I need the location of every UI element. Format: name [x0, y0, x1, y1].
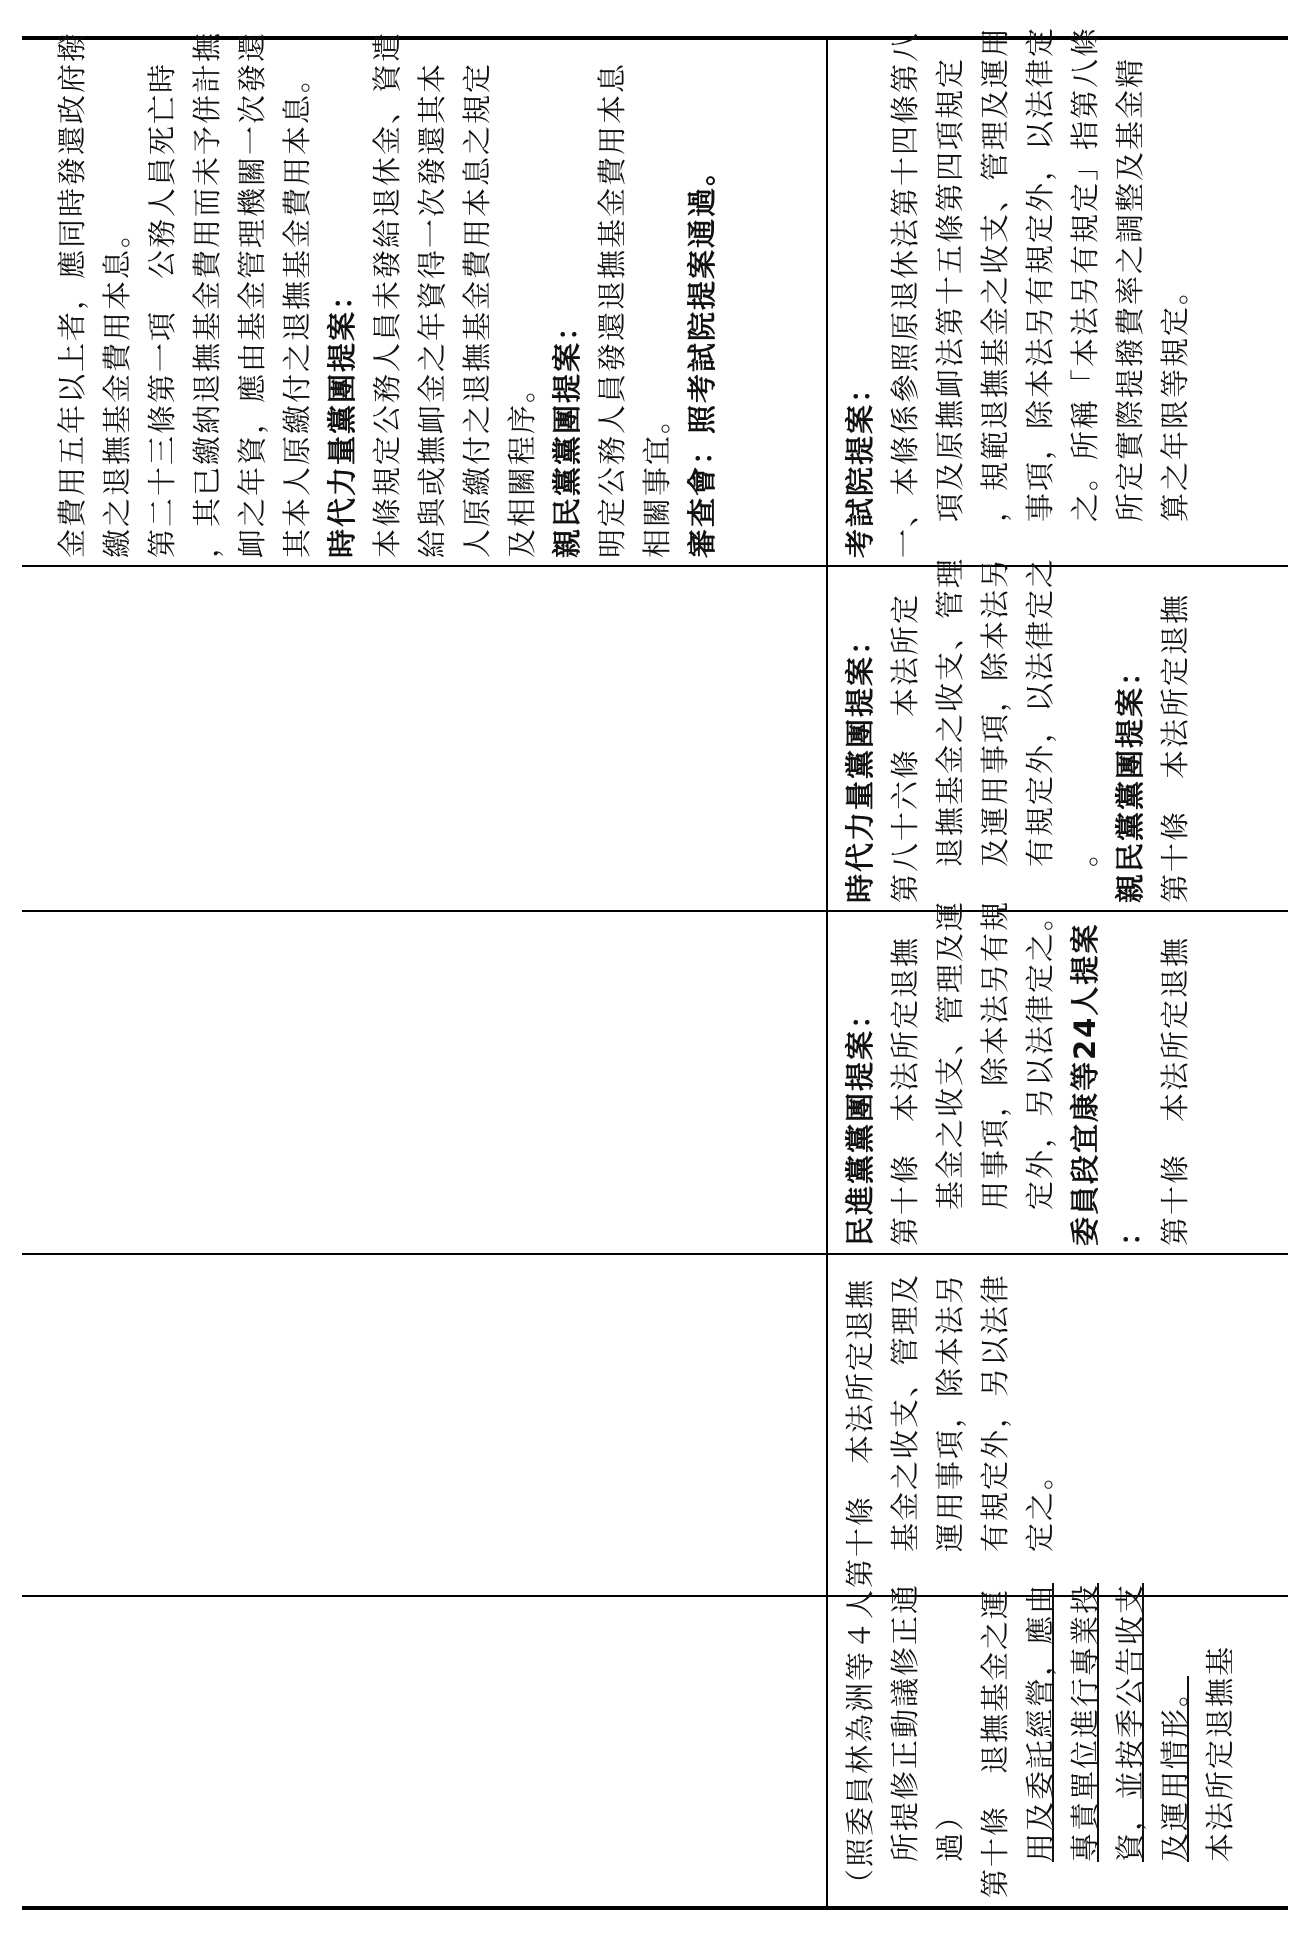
- text-line: 相關事宜。: [640, 402, 674, 558]
- section-heading: 考試院提案：: [843, 371, 877, 558]
- text-line: 定外，另以法律定之。: [1023, 899, 1057, 1210]
- text-line: 給與或撫卹金之年資得一次發還其本: [415, 61, 449, 558]
- text-line: 第八十六條 本法所定: [888, 592, 922, 903]
- text-line: 之。所稱「本法另有規定」指第八條: [1068, 25, 1102, 522]
- section-heading: 民進黨黨團提案：: [843, 997, 877, 1246]
- text-line: 第十條 本法所定退撫: [843, 1277, 877, 1588]
- left-cell-5: [838, 1583, 1243, 1898]
- text-line: 用事項，除本法另有規: [978, 899, 1012, 1210]
- amended-text-line: 用及委託經營，應由: [1023, 1582, 1057, 1862]
- text-line: 第十條 本法所定退撫: [1158, 592, 1192, 903]
- text-line: 基金之收支、管理及: [888, 1272, 922, 1552]
- text-line: 算之年限等規定。: [1158, 273, 1192, 522]
- section-heading: 時代力量黨團提案：: [325, 278, 359, 558]
- text-line: 及運用事項，除本法另: [978, 556, 1012, 867]
- amended-text-line: 專責單位進行專業投: [1068, 1582, 1102, 1862]
- section-heading: 委員段宜康等24人提案: [1068, 922, 1102, 1246]
- text-line: 本法所定退撫基: [1203, 1644, 1237, 1862]
- text-line: 明定公務人員發還退撫基金費用本息: [595, 61, 629, 558]
- amended-text-line: 及運用情形。: [1158, 1675, 1192, 1862]
- right-cell-2: [838, 26, 1198, 558]
- text-line: 第十條 退撫基金之運: [978, 1587, 1012, 1898]
- text-line: ，規範退撫基金之收支、管理及運用: [978, 25, 1012, 522]
- left-cell-2: [838, 557, 1198, 903]
- text-line: 本條規定公務人員未發給退休金、資遣: [370, 30, 404, 558]
- bottom-border: [22, 1906, 1288, 1910]
- amended-text-line: 資，並按季公告收支: [1113, 1582, 1147, 1862]
- text-line: 第十條 本法所定退撫: [1158, 935, 1192, 1246]
- text-line: 金費用五年以上者，應同時發還政府撥: [55, 30, 89, 558]
- left-cell-3: [838, 900, 1198, 1246]
- text-line: 卹之年資，應由基金管理機關一次發還: [235, 30, 269, 558]
- text-line: 事項，除本法另有規定外，以法律定: [1023, 25, 1057, 522]
- text-line: 其本人原繳付之退撫基金費用本息。: [280, 61, 314, 558]
- text-line: 項及原撫卹法第十五條第四項規定: [933, 56, 967, 522]
- right-cell-1: [50, 31, 725, 558]
- text-line: 基金之收支、管理及運: [933, 899, 967, 1210]
- row-divider-3: [22, 1253, 1288, 1255]
- column-divider: [826, 38, 828, 1908]
- text-line: 有規定外，另以法律: [978, 1272, 1012, 1552]
- text-line: 所定實際提撥費率之調整及基金精: [1113, 56, 1147, 522]
- text-line: 所提修正動議修正通: [888, 1582, 922, 1862]
- left-cell-4: [838, 1273, 1063, 1588]
- section-heading: 親民黨黨團提案：: [1113, 654, 1147, 903]
- review-conclusion: 審查會：照考試院提案通過。: [685, 154, 719, 558]
- text-line: 定之。: [1023, 1458, 1057, 1552]
- text-line: 第十條 本法所定退撫: [888, 935, 922, 1246]
- text-line: （照委員林為洲等４人: [843, 1587, 877, 1898]
- text-line: 運用事項，除本法另: [933, 1272, 967, 1552]
- text-line: ，其已繳納退撫基金費用而未予併計撫: [190, 30, 224, 558]
- text-line: 一、本條係參照原退休法第十四條第八: [888, 30, 922, 558]
- section-heading: 親民黨黨團提案：: [550, 309, 584, 558]
- text-line: 第二十三條第一項 公務人員死亡時: [145, 61, 179, 558]
- text-line: 過）: [933, 1799, 967, 1862]
- text-line: 有規定外，以法律定之: [1023, 556, 1057, 867]
- text-line: 。: [1068, 835, 1102, 867]
- text-line: 繳之退撫基金費用本息。: [100, 216, 134, 558]
- text-line: 人原繳付之退撫基金費用本息之規定: [460, 61, 494, 558]
- text-line: 退撫基金之收支、管理: [933, 556, 967, 867]
- section-heading: 時代力量黨團提案：: [843, 623, 877, 903]
- section-heading: ：: [1113, 1214, 1147, 1246]
- text-line: 及相關程序。: [505, 371, 539, 558]
